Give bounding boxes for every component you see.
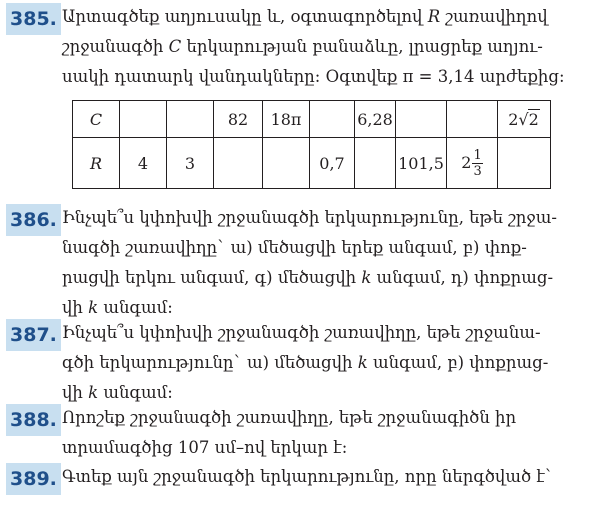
problem-386 [6,204,598,323]
table-cell-fraction [447,138,498,189]
text-fragment: Ինչպե՞ս կփոխվի շրջանագծի շառավիղը, եթե շրջանա- [62,323,541,342]
table-cell-sqrt [498,101,551,138]
text-fragment: նագծի շառավիղը` ա) մեծացվի երեք անգամ, բ) փոք- [62,238,527,257]
problem-text [62,318,598,408]
text-fragment: անգամ: [98,383,173,402]
problem-text [62,203,598,323]
table-cell [498,138,551,189]
text-line [62,348,598,378]
problem-number: 388. [6,404,61,436]
text-fragment: Գտեք այն շրջանագծի երկարությունը, որը ներգծված է` [62,467,554,486]
table-cell [396,101,447,138]
text-fragment: Որոշեք շրջանագծի շառավիղը, եթե շրջանագիծն իր [62,408,517,427]
text-line [62,433,598,463]
text-fragment: անգամ, դ) փոքրաց- [371,268,554,287]
problem-385 [6,3,598,92]
text-fragment: երկարության բանաձևը, լրացրեք աղյու- [181,37,543,56]
text-fragment: տրամագծից 107 սմ–ով երկար է: [62,438,348,457]
table-cell [167,101,214,138]
table-cell [447,101,498,138]
problem-text [62,462,598,492]
variable: C [168,37,182,56]
problem-number: 386. [6,204,61,236]
table-cell: 4 [120,138,167,189]
problem-number: 389. [6,463,61,495]
variable: k [88,383,99,402]
text-line [62,233,598,263]
text-fragment: Արտագծեք աղյուսակը և, օգտագործելով [62,7,428,26]
sqrt-radicand: 2 [528,109,539,129]
text-fragment: անգամ, բ) փոքրաց- [367,353,549,372]
text-line [62,2,598,32]
variable: k [357,353,368,372]
problem-text [62,403,598,463]
text-fragment: սակի դատարկ վանդակները: Օգտվեք π = 3,14 արժեքից: [62,67,565,86]
circumference-table [72,100,551,189]
table-cell [263,138,310,189]
row-head-r: R [73,138,120,189]
text-fragment: Ինչպե՞ս կփոխվի շրջանագծի երկարությունը, եթե շրջա- [62,208,557,227]
variable: R [427,7,441,26]
table-cell [310,101,355,138]
table-row-c [73,101,551,138]
table-cell [355,138,396,189]
mixed-whole: 2 [461,152,472,172]
text-line [62,318,598,348]
text-line [62,462,598,492]
text-fragment: շրջանագծի [62,37,169,56]
problem-387 [6,319,598,408]
fraction-denominator: 3 [473,163,482,179]
problem-389 [6,463,598,492]
problem-number: 387. [6,319,61,351]
text-fragment: գծի երկարությունը` ա) մեծացվի [62,353,358,372]
table-cell: 0,7 [310,138,355,189]
text-fragment: վի [62,298,89,317]
table-row-r [73,138,551,189]
text-fragment: անգամ: [98,298,173,317]
sqrt-coefficient: 2 [508,109,519,129]
problem-388 [6,404,598,463]
table-cell: 6,28 [355,101,396,138]
table-cell [214,138,263,189]
table-cell: 18π [263,101,310,138]
text-line [62,203,598,233]
table-cell: 82 [214,101,263,138]
variable: k [88,298,99,317]
fraction-numerator: 1 [473,147,482,163]
text-fragment: վի [62,383,89,402]
text-line [62,32,598,62]
row-head-c: C [73,101,120,138]
text-fragment: րացվի երկու անգամ, գ) մեծացվի [62,268,362,287]
sqrt-sign: √ [518,109,529,129]
fraction [472,148,482,179]
table-cell [120,101,167,138]
variable: k [361,268,372,287]
problem-text [62,2,598,92]
problem-number: 385. [6,3,61,35]
table-cell: 3 [167,138,214,189]
text-line [62,403,598,433]
text-line [62,62,598,92]
text-line [62,263,598,293]
text-fragment: շառավիղով [440,7,548,26]
table-cell: 101,5 [396,138,447,189]
